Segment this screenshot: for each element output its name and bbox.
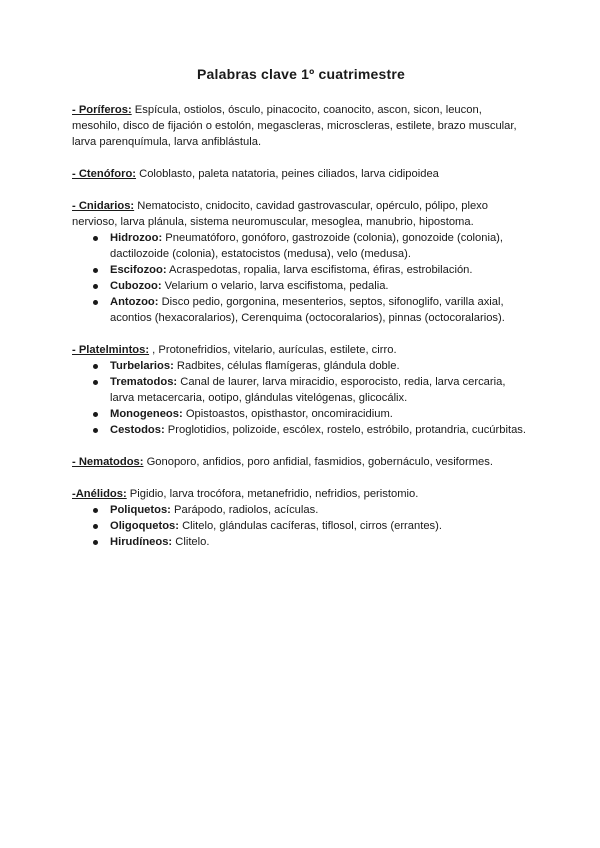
list-item	[110, 518, 530, 534]
page-title: Palabras clave 1º cuatrimestre	[196, 66, 405, 82]
section-text: Espícula, ostiolos, ósculo, pinacocito, coanocito, ascon, sicon, leucon, mesohilo, disco de fijación o estolón, megascleras, microscleras, estilete, brazo muscular, larva parenquímula, larva anfiblástula.	[72, 104, 517, 148]
section-heading: - Ctenóforo:	[72, 168, 137, 180]
section-text: Coloblasto, paleta natatoria, peines ciliados, larva cidipoidea	[136, 168, 439, 180]
section-text: , Protonefridios, vitelario, aurículas, estilete, cirro.	[149, 344, 397, 356]
list-item	[110, 230, 530, 262]
section-heading: - Nematodos:	[72, 456, 144, 468]
list-item	[110, 534, 530, 550]
list-item	[110, 294, 530, 326]
section-heading: - Cnidarios:	[72, 200, 135, 212]
list-item-term: Escifozoo:	[110, 264, 167, 276]
section-heading: - Poríferos:	[72, 104, 132, 116]
list-item-term: Antozoo:	[110, 296, 159, 308]
list-item-term: Poliquetos:	[110, 504, 171, 516]
section-heading: - Platelmintos:	[72, 344, 150, 356]
list-item-term: Hirudíneos:	[110, 536, 173, 548]
list-item	[110, 502, 530, 518]
list-item	[110, 278, 530, 294]
bullet-list	[72, 502, 530, 550]
list-item-text: Velarium o velario, larva escifistoma, pedalia.	[161, 280, 389, 292]
list-item-term: Monogeneos:	[110, 408, 183, 420]
list-item	[110, 406, 530, 422]
list-item-text: Canal de laurer, larva miracidio, esporocisto, redia, larva cercaria, larva metacercaria, ootipo, glándulas vitelógenas, glicocálix.	[110, 376, 506, 404]
list-item	[110, 358, 530, 374]
list-item	[110, 422, 530, 438]
section-platelmintos	[72, 342, 530, 438]
section-heading: -Anélidos:	[72, 488, 127, 500]
list-item-text: Disco pedio, gorgonina, mesenterios, septos, sifonoglifo, varilla axial, acontios (hexacoralarios), Cerenquima (octocoralarios), pinnas (octocoralarios).	[110, 296, 505, 324]
section-text: Gonoporo, anfidios, poro anfidial, fasmidios, gobernáculo, vesiformes.	[143, 456, 493, 468]
list-item-text: Opistoastos, opisthastor, oncomiracidium.	[182, 408, 393, 420]
list-item-term: Oligoquetos:	[110, 520, 179, 532]
section-poriferos	[72, 102, 530, 150]
list-item-text: Pneumatóforo, gonóforo, gastrozoide (colonia), gonozoide (colonia), dactilozoide (colonia), estatocistos (medusa), velo (medusa).	[110, 232, 504, 260]
list-item-text: Radbites, células flamígeras, glándula doble.	[173, 360, 400, 372]
section-text: Nematocisto, cnidocito, cavidad gastrovascular, opérculo, pólipo, plexo nervioso, larva plánula, sistema neuromuscular, mesoglea, manubrio, hipostoma.	[72, 200, 488, 228]
section-anelidos	[72, 486, 530, 550]
list-item-text: Parápodo, radiolos, acículas.	[170, 504, 319, 516]
bullet-list	[72, 358, 530, 438]
list-item-text: Clitelo.	[172, 536, 210, 548]
list-item-term: Turbelarios:	[110, 360, 174, 372]
list-item-term: Cubozoo:	[110, 280, 162, 292]
section-cnidarios	[72, 198, 530, 326]
list-item-term: Trematodos:	[110, 376, 178, 388]
section-ctenoforo	[72, 166, 530, 182]
list-item-term: Cestodos:	[110, 424, 165, 436]
section-nematodos	[72, 454, 530, 470]
list-item-text: Clitelo, glándulas cacíferas, tiflosol, cirros (errantes).	[178, 520, 442, 532]
list-item-term: Hidrozoo:	[110, 232, 163, 244]
list-item-text: Proglotidios, polizoide, escólex, rostelo, estróbilo, protandria, cucúrbitas.	[164, 424, 526, 436]
bullet-list	[72, 230, 530, 326]
list-item-text: Acraspedotas, ropalia, larva escifistoma, éfiras, estrobilación.	[166, 264, 473, 276]
list-item	[110, 374, 530, 406]
section-text: Pigidio, larva trocófora, metanefridio, nefridios, peristomio.	[126, 488, 419, 500]
list-item	[110, 262, 530, 278]
